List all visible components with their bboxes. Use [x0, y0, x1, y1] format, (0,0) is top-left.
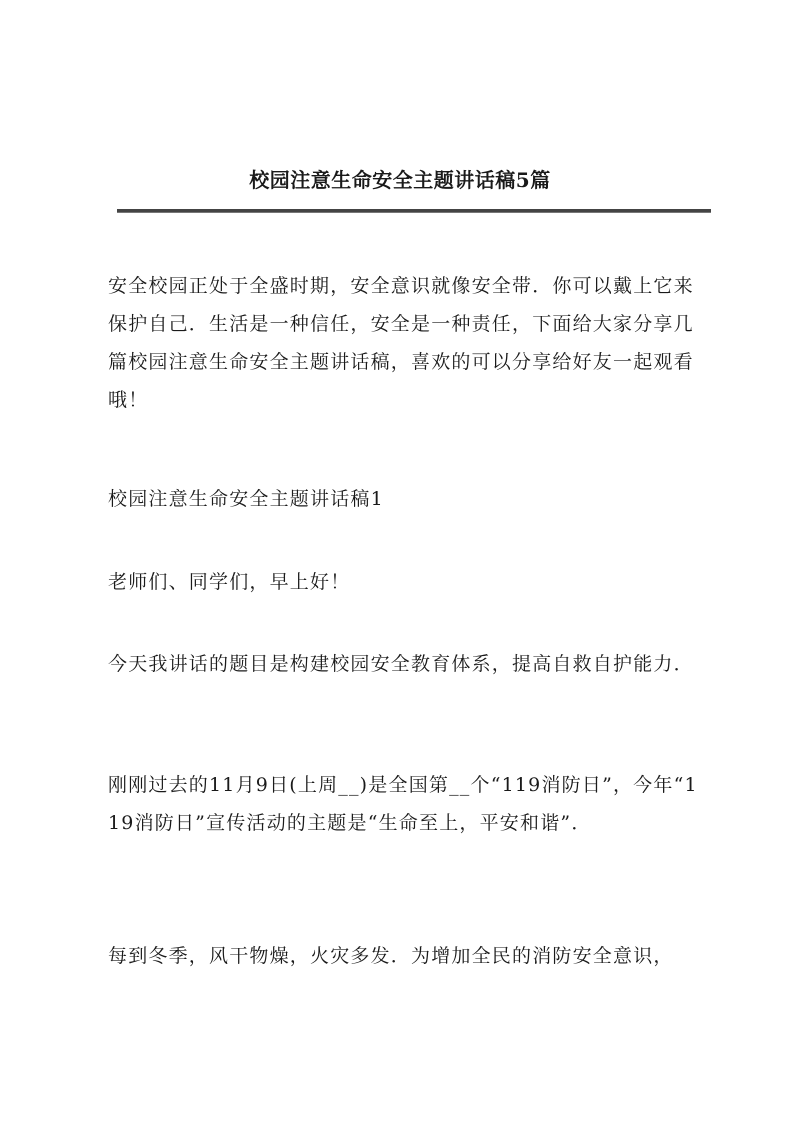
fire-day-paragraph: 刚刚过去的11月9日(上周__)是全国第__个“119消防日”，今年“119消防日”宣传活动的主题是“生命至上，平安和谐”．: [108, 774, 698, 834]
greeting-paragraph: 老师们、同学们，早上好！: [108, 571, 351, 593]
document-title: 校园注意生命安全主题讲话稿5篇: [249, 168, 551, 192]
title-divider: [117, 209, 711, 213]
topic-paragraph: 今天我讲话的题目是构建校园安全教育体系，提高自救自护能力．: [108, 653, 694, 675]
winter-paragraph: 每到冬季，风干物燥，火灾多发．为增加全民的消防安全意识，: [108, 945, 674, 967]
intro-paragraph: 安全校园正处于全盛时期，安全意识就像安全带．你可以戴上它来保护自己．生活是一种信任，安全是一种责任，下面给大家分享几篇校园注意生命安全主题讲话稿，喜欢的可以分享给好友一起观看哦！: [108, 275, 694, 411]
section-heading: 校园注意生命安全主题讲话稿1: [108, 488, 384, 510]
